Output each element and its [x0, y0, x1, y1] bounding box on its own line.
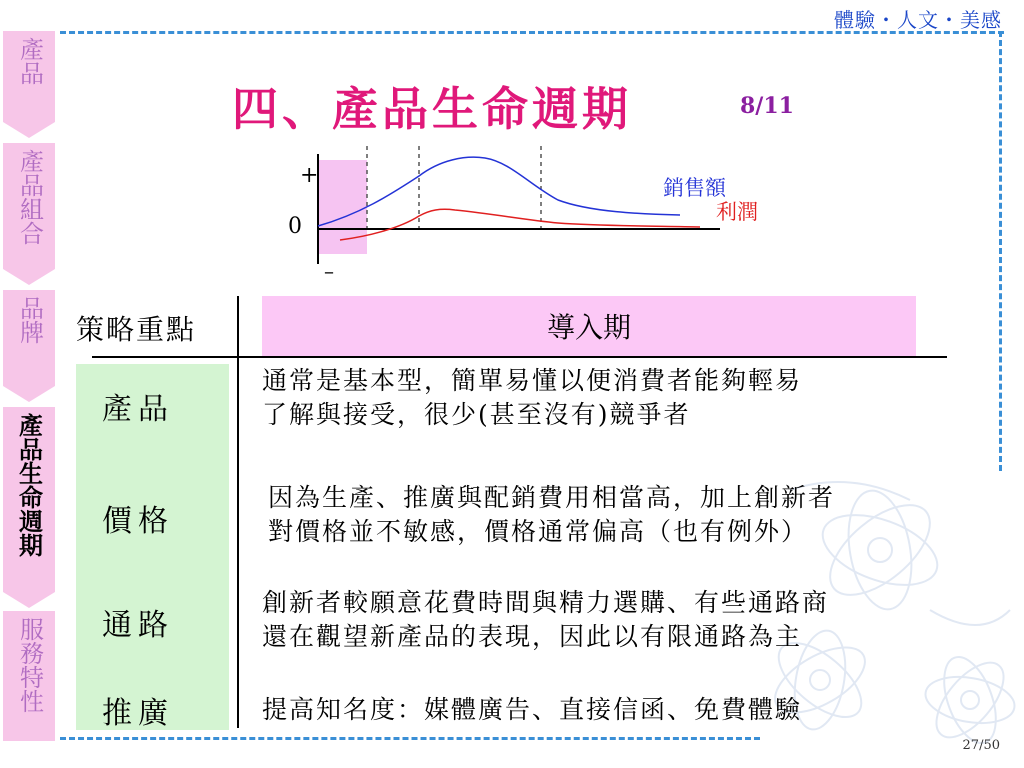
price-description: [268, 481, 835, 549]
sidebar-item-label: 產品組合: [15, 149, 44, 245]
description-line: 創新者較願意花費時間與精力選購、有些通路商: [262, 588, 830, 617]
description-line: 通常是基本型，簡單易懂以便消費者能夠輕易: [262, 366, 803, 395]
life-cycle-diagram: [280, 140, 800, 290]
sidebar-item-label: 品牌: [15, 296, 44, 344]
stage-header-label: 導入期: [546, 311, 631, 344]
category-price: 價格: [102, 504, 174, 539]
category-channel: 通路: [102, 608, 174, 643]
stage-header: [262, 296, 916, 356]
slide-number: 8/11: [740, 93, 794, 119]
profit-label: 利潤: [716, 200, 758, 224]
brand-tagline: 體驗・人文・美感: [834, 8, 1002, 32]
minus-label: –: [324, 259, 334, 283]
sidebar-item-label: 產品生命週期: [14, 413, 44, 557]
sidebar-arrow: [3, 592, 55, 608]
page-title: 四、產品生命週期: [232, 82, 632, 136]
category-promotion: 推廣: [102, 696, 174, 731]
sidebar-item-label: 產品: [15, 37, 44, 85]
sidebar-arrow: [3, 122, 55, 138]
sidebar-arrow: [3, 386, 55, 402]
frame-right-dashed: [999, 31, 1002, 471]
sidebar-item-brand[interactable]: [3, 290, 55, 386]
promotion-description: [262, 693, 802, 727]
sidebar-item-product-mix[interactable]: [3, 143, 55, 269]
description-line: 因為生產、推廣與配銷費用相當高，加上創新者: [268, 483, 836, 512]
sidebar-item-service-characteristics[interactable]: [3, 611, 55, 741]
page-number: 27/50: [962, 738, 1000, 753]
product-description: [262, 364, 802, 432]
plus-label: +: [300, 163, 319, 188]
sidebar-item-label: 服務特性: [15, 617, 44, 713]
table-vertical-rule: [237, 296, 239, 728]
sidebar-arrow: [3, 269, 55, 285]
sales-label: 銷售額: [663, 176, 726, 200]
sidebar-item-product-life-cycle[interactable]: [3, 407, 55, 592]
description-line: 了解與接受，很少(甚至沒有)競爭者: [262, 400, 691, 429]
description-line: 提高知名度：媒體廣告、直接信函、免費體驗: [262, 695, 803, 724]
sidebar-item-product[interactable]: [3, 31, 55, 122]
description-line: 對價格並不敏感，價格通常偏高（也有例外）: [268, 517, 809, 546]
channel-description: [262, 586, 829, 654]
description-line: 還在觀望新產品的表現，因此以有限通路為主: [262, 622, 803, 651]
category-product: 產品: [102, 392, 174, 427]
frame-bottom-dashed: [60, 737, 760, 740]
zero-label: 0: [288, 214, 302, 239]
strategy-label: 策略重點: [76, 313, 197, 346]
table-horizontal-rule: [92, 356, 947, 358]
